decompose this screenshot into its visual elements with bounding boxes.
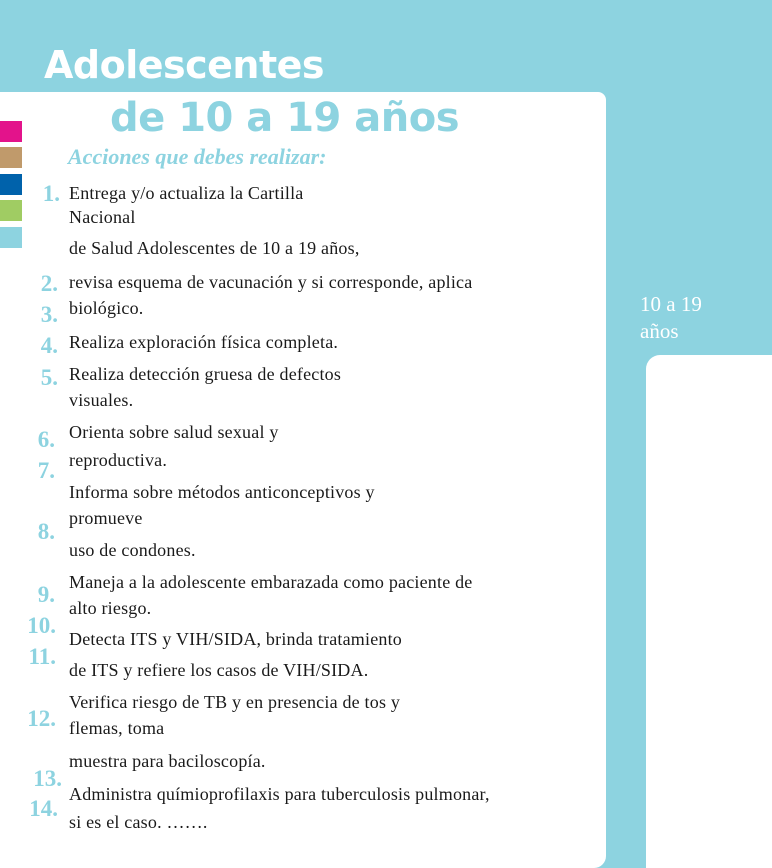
color-swatch-blue [0, 174, 22, 195]
action-text-line: promueve [69, 508, 143, 528]
section-subtitle: Acciones que debes realizar: [68, 144, 327, 169]
action-text-line: Verifica riesgo de TB y en presencia de tos y [69, 692, 401, 712]
action-text-line: flemas, toma [69, 718, 165, 738]
action-text-line: muestra para baciloscopía. [69, 751, 266, 771]
page-title-age-range: de 10 a 19 años [110, 95, 460, 141]
action-text-line: Informa sobre métodos anticonceptivos y [69, 482, 375, 502]
action-text-line: si es el caso. ……. [69, 812, 208, 832]
step-number: 14. [29, 796, 58, 821]
action-text-line: biológico. [69, 298, 144, 318]
action-text-line: visuales. [69, 390, 134, 410]
action-text-line: Detecta ITS y VIH/SIDA, brinda tratamiento [69, 629, 402, 649]
action-text-line: Administra químioprofilaxis para tuberculosis pulmonar, [69, 784, 490, 804]
color-swatch-magenta [0, 121, 22, 142]
tab-cutout [646, 355, 772, 868]
page-title: Adolescentes [44, 43, 325, 87]
action-text-line: alto riesgo. [69, 598, 152, 618]
step-number: 6. [37, 427, 55, 452]
step-number: 9. [37, 582, 55, 607]
step-number: 12. [27, 706, 56, 731]
action-text-line: de Salud Adolescentes de 10 a 19 años, [69, 238, 360, 258]
action-text-line: Orienta sobre salud sexual y [69, 422, 279, 442]
step-number: 3. [40, 302, 58, 327]
color-swatch-cyan [0, 227, 22, 248]
step-number: 10. [27, 613, 56, 638]
action-text-line: de ITS y refiere los casos de VIH/SIDA. [69, 660, 369, 680]
step-number: 11. [28, 644, 56, 669]
step-number: 2. [40, 271, 58, 296]
age-tab-text: 10 a 19 años [640, 292, 702, 343]
step-number: 7. [37, 458, 55, 483]
step-number: 8. [37, 519, 55, 544]
action-text-line: Realiza exploración física completa. [69, 332, 339, 352]
action-text-line: uso de condones. [69, 540, 196, 560]
action-text-line: reproductiva. [69, 450, 168, 470]
step-number: 4. [40, 333, 58, 358]
color-swatch-green [0, 200, 22, 221]
step-number: 5. [40, 365, 58, 390]
action-text-line: Entrega y/o actualiza la Cartilla [69, 183, 304, 203]
action-text-line: Nacional [69, 207, 136, 227]
action-text-line: revisa esquema de vacunación y si corresponde, aplica [69, 272, 473, 292]
age-tab-label [640, 291, 740, 345]
step-number: 1. [42, 181, 60, 206]
action-text-line: Maneja a la adolescente embarazada como paciente de [69, 572, 473, 592]
action-text-line: Realiza detección gruesa de defectos [69, 364, 342, 384]
color-swatch-tan [0, 147, 22, 168]
step-number: 13. [33, 766, 62, 791]
